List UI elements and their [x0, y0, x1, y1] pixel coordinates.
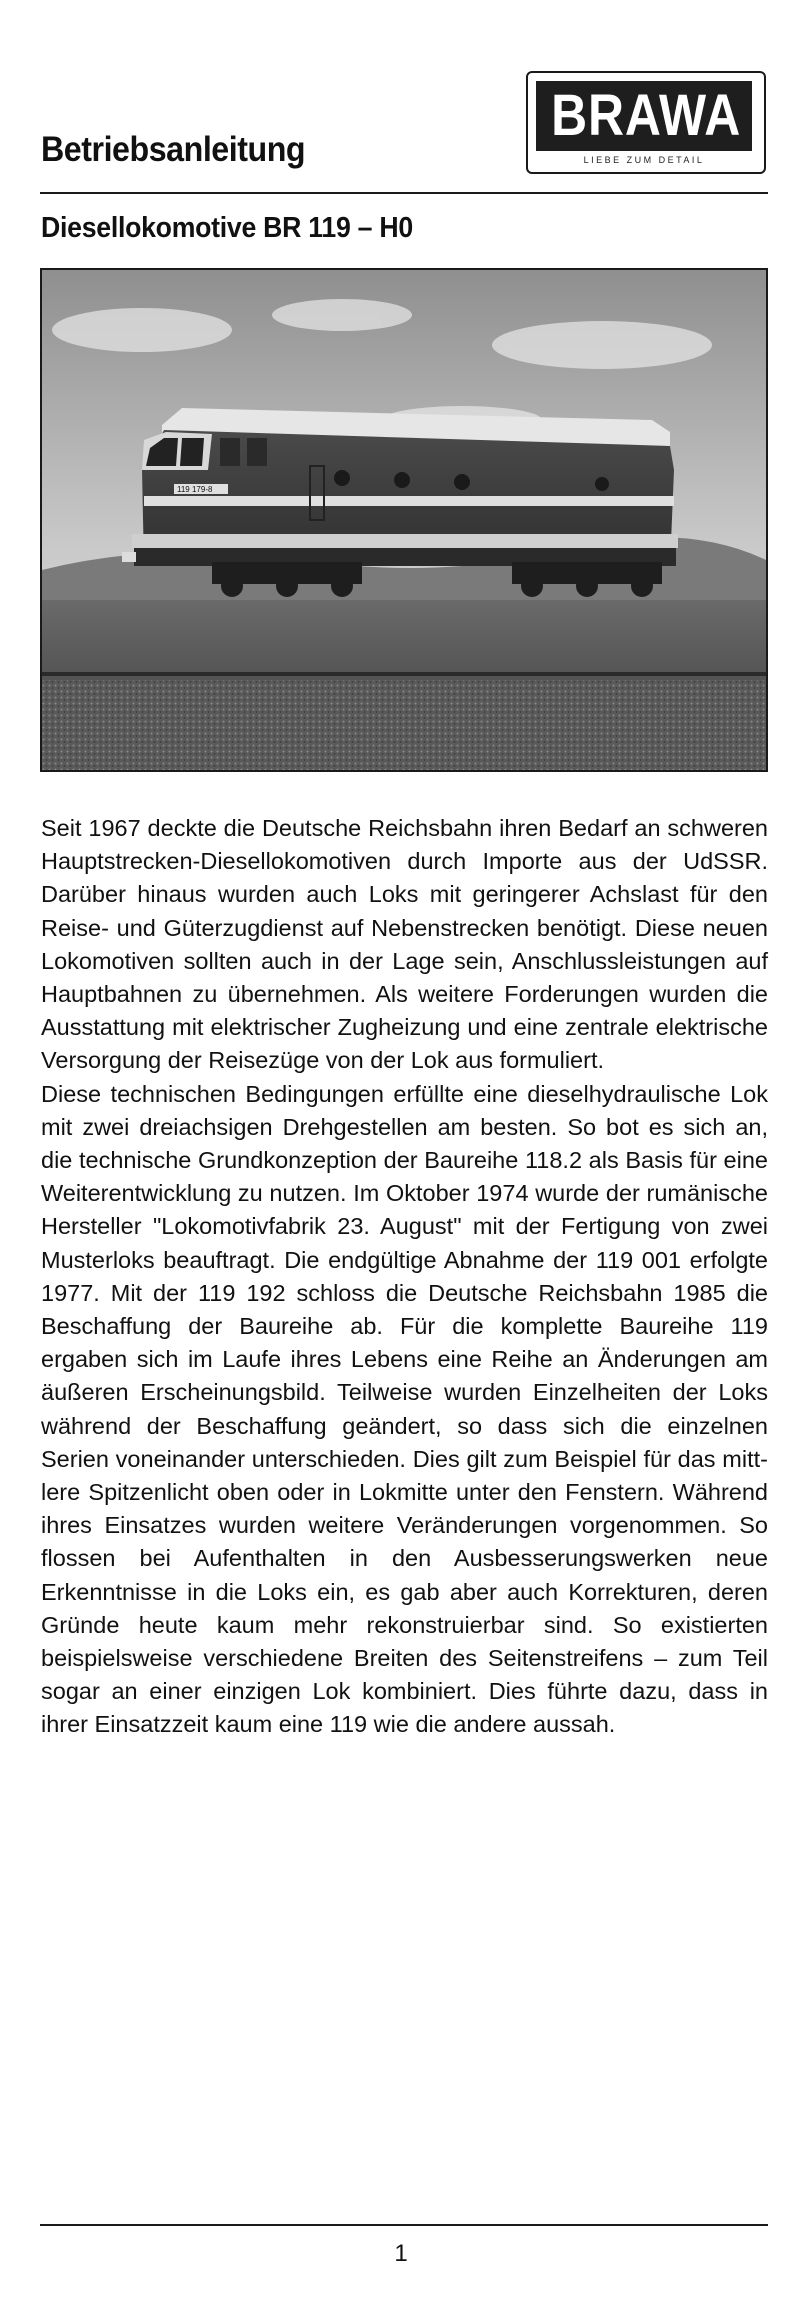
loco-porthole	[595, 477, 609, 491]
loco-porthole	[334, 470, 350, 486]
body-text	[41, 812, 768, 1742]
loco-side-stripe	[144, 496, 674, 506]
loco-porthole	[394, 472, 410, 488]
logo-tagline: LIEBE ZUM DETAIL	[583, 155, 705, 165]
body-paragraph-2: Diese technischen Bedingungen erfüllte eine dieselhydraulische Lok mit zwei dreiachsigen Drehgestellen am besten. So bot es sich an, die technische Grundkonzeption der Baureihe 118.2 als Basis für eine Weiterentwicklung zu nutzen. Im Oktober 1974 wurde der rumänische Hersteller "Lokomotivfabrik 23. August" mit der Fertigung von zwei Musterloks beauftragt. Die endgültige Abnahme der 119 001 erfolgte 1977. Mit der 119 192 schloss die Deutsche Reichsbahn 1985 die Beschaffung der Baureihe ab. Für die komplette Baureihe 119 ergaben sich im Laufe ihres Lebens eine Reihe an Änderungen am äußeren Erscheinungsbild. Teilweise wurden Einzelheiten der Loks während der Beschaffung geändert, so dass sich die einzelnen Serien voneinander unterschieden. Dies gilt zum Beispiel für das mittlere Spitzenlicht oben oder in Lokmitte unter den Fenstern. Während ihres Einsatzes wurden weitere Veränderungen vorgenommen. So flossen bei Aufenthalten in den Ausbesserungswerken neue Erkenntnisse in die Loks ein, es gab aber auch Korrekturen, deren Gründe heute kaum mehr rekonstruierbar sind. So existierten beispielsweise verschiedene Breiten des Seitenstreifens – zum Teil sogar an einer einzigen Lok kombiniert. Dies führte dazu, dass in ihrer Einsatzzeit kaum eine 119 wie die andere aussah.	[41, 1080, 768, 1738]
loco-buffer	[122, 552, 136, 562]
loco-frame-stripe	[132, 534, 678, 548]
locomotive-photo	[40, 268, 768, 772]
loco-porthole	[454, 474, 470, 490]
body-paragraph-1: Seit 1967 deckte die Deutsche Reichsbahn ihren Bedarf an schweren Hauptstrecken-Diesellokomotiven durch Importe aus der UdSSR. Darüber hinaus wurden auch Loks mit geringerer Achslast für den Reise- und Güterzugdienst auf Nebenstrecken benötigt. Diese neuen Lokomotiven sollten auch in der Lage sein, Anschlussleistungen auf Hauptbahnen zu übernehmen. Als weitere Forderungen wurden die Ausstattung mit elektrischer Zugheizung und eine zentrale elektrische Versorgung der Reisezüge von der Lok aus formuliert.	[41, 815, 768, 1074]
header-divider	[40, 192, 768, 194]
loco-side-window	[247, 438, 267, 466]
footer-divider	[40, 2224, 768, 2226]
loco-side-window	[220, 438, 240, 466]
logo-wordmark: BRAWA	[551, 83, 742, 148]
document-subtitle: Diesellokomotive BR 119 – H0	[41, 212, 413, 244]
loco-windshield-right	[180, 438, 204, 466]
brawa-logo	[526, 71, 766, 174]
rail	[42, 672, 766, 676]
ballast	[42, 680, 766, 770]
loco-number-text: 119 179-8	[177, 485, 213, 494]
document-title: Betriebsanleitung	[41, 130, 306, 169]
locomotive-illustration	[42, 270, 766, 770]
page-number: 1	[394, 2240, 408, 2267]
